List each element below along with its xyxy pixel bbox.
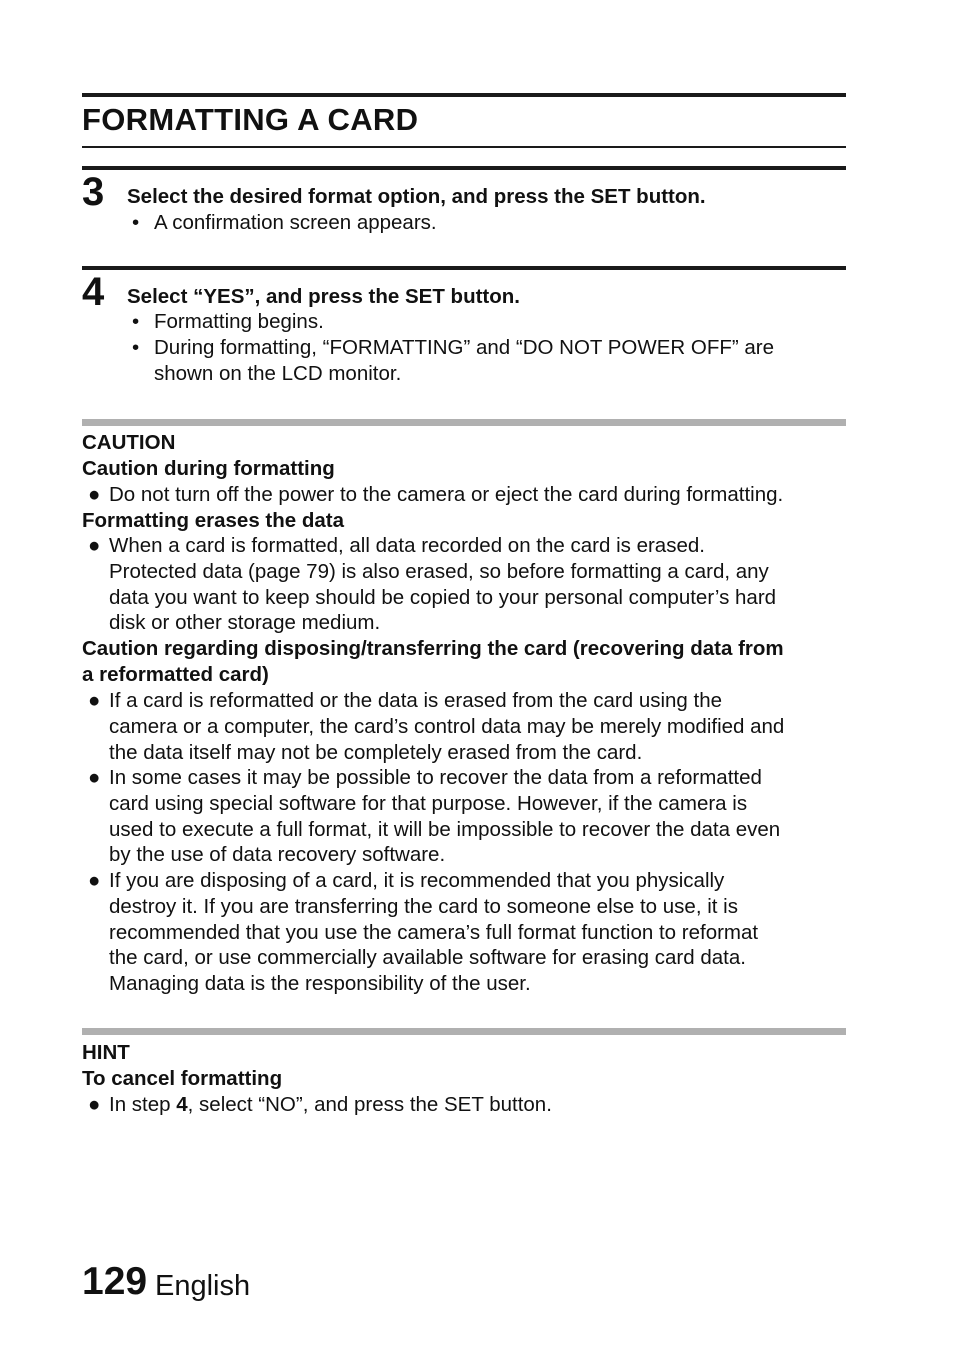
hint-label: HINT — [82, 1041, 130, 1064]
caution-heading-erases-data: Formatting erases the data — [82, 509, 345, 532]
step-3-number: 3 — [82, 170, 105, 214]
step-3-rule — [82, 166, 846, 170]
bullet-icon: ● — [88, 534, 101, 557]
page-number: 129 — [82, 1260, 148, 1303]
caution-heading-during-formatting: Caution during formatting — [82, 457, 335, 480]
page-title: FORMATTING A CARD — [82, 102, 419, 137]
bullet-icon: • — [132, 211, 140, 234]
caution-heading-disposing: Caution regarding disposing/transferring the card (recovering data from a reformatted card) — [82, 637, 784, 686]
page-language: English — [155, 1270, 251, 1302]
caution-label: CAUTION — [82, 431, 176, 454]
title-top-rule — [82, 93, 846, 97]
bullet-icon: ● — [88, 766, 101, 789]
hint-heading: To cancel formatting — [82, 1067, 283, 1090]
hint-divider — [82, 1028, 846, 1035]
step-4-heading: Select “YES”, and press the SET button. — [127, 285, 520, 308]
bullet-icon: ● — [88, 1093, 101, 1116]
bullet-icon: • — [132, 310, 140, 333]
bullet-icon: ● — [88, 869, 101, 892]
bullet-icon: ● — [88, 483, 101, 506]
title-bottom-rule — [82, 146, 846, 148]
bullet-icon: • — [132, 336, 140, 359]
step-4-rule — [82, 266, 846, 270]
step-reference: 4 — [176, 1093, 188, 1116]
caution-divider — [82, 419, 846, 426]
bullet-icon: ● — [88, 689, 101, 712]
step-3-heading: Select the desired format option, and press the SET button. — [127, 185, 706, 208]
step-4-number: 4 — [82, 270, 105, 314]
